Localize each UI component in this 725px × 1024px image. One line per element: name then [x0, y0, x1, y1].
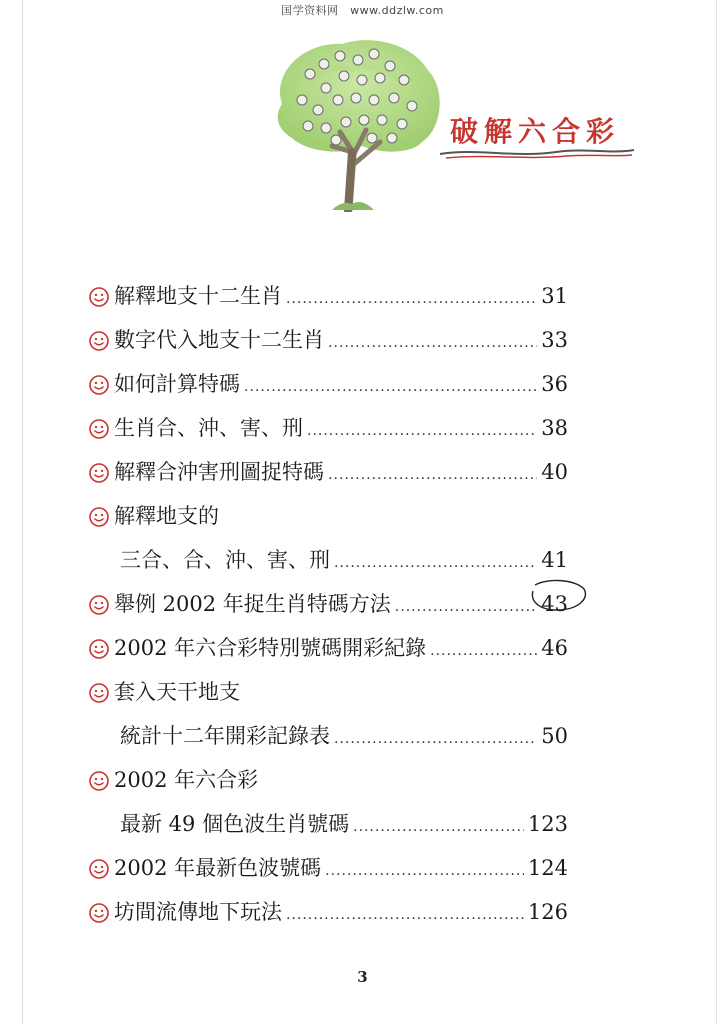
toc-page-number: 126	[527, 900, 568, 924]
scan-left-edge	[22, 0, 23, 1024]
toc-entry-label: 2002 年六合彩	[114, 768, 259, 792]
smiley-icon	[88, 330, 110, 352]
toc-entry[interactable]	[88, 758, 568, 802]
toc-page-number: 31	[541, 284, 568, 308]
toc-entry[interactable]	[88, 846, 568, 890]
toc-entry[interactable]	[88, 670, 568, 714]
dot-leader	[286, 893, 524, 937]
toc-entry-label-continued: 三合、合、沖、害、刑	[120, 548, 330, 572]
dot-leader	[328, 453, 537, 497]
toc-entry-continuation[interactable]	[88, 714, 568, 758]
page-title: 破解六合彩	[450, 115, 621, 148]
toc-entry[interactable]	[88, 318, 568, 362]
toc-page-number: 124	[527, 856, 568, 880]
toc-page-number: 40	[541, 460, 568, 484]
toc-entry-continuation[interactable]	[88, 802, 568, 846]
toc-entry-label: 數字代入地支十二生肖	[114, 328, 324, 352]
toc-page-number: 36	[541, 372, 568, 396]
toc-entry-label-continued: 最新 49 個色波生肖號碼	[120, 812, 350, 836]
dot-leader	[334, 717, 537, 761]
toc-entry-label: 坊間流傳地下玩法	[114, 900, 282, 924]
toc-entry[interactable]	[88, 890, 568, 934]
toc-entry-label: 2002 年最新色波號碼	[114, 856, 322, 880]
dot-leader	[430, 629, 537, 673]
tree-illustration	[262, 34, 452, 212]
smiley-icon	[88, 506, 110, 528]
dot-leader	[286, 277, 537, 321]
smiley-icon	[88, 682, 110, 704]
watermark-text: 国学资料网 www.ddzlw.com	[281, 4, 444, 17]
hand-drawn-circle	[527, 577, 589, 613]
dot-leader	[307, 409, 537, 453]
toc-entry-label: 套入天干地支	[114, 680, 240, 704]
toc-entry[interactable]	[88, 626, 568, 670]
toc-entry[interactable]	[88, 494, 568, 538]
dot-leader	[328, 321, 537, 365]
dot-leader	[334, 541, 537, 585]
toc-page-number	[541, 582, 568, 626]
toc-page-number: 33	[541, 328, 568, 352]
smiley-icon	[88, 286, 110, 308]
dot-leader	[353, 805, 524, 849]
toc-entry[interactable]	[88, 582, 568, 626]
smiley-icon	[88, 638, 110, 660]
scan-right-edge	[716, 0, 717, 1024]
smiley-icon	[88, 594, 110, 616]
toc-page-number: 50	[541, 724, 568, 748]
toc-page-number: 41	[541, 548, 568, 572]
toc-entry-label: 生肖合、沖、害、刑	[114, 416, 303, 440]
toc-entry[interactable]	[88, 274, 568, 318]
page-number: 3	[357, 968, 368, 986]
toc-page-number: 38	[541, 416, 568, 440]
dot-leader	[325, 849, 524, 893]
toc-entry-label: 如何計算特碼	[114, 372, 240, 396]
smiley-icon	[88, 858, 110, 880]
toc-entry-label: 2002 年六合彩特別號碼開彩紀錄	[114, 636, 427, 660]
title-underline-swash	[436, 144, 636, 164]
toc-entry[interactable]	[88, 406, 568, 450]
toc-entry-label: 解釋地支的	[114, 504, 219, 528]
toc-page-number: 46	[541, 636, 568, 660]
dot-leader	[395, 585, 537, 629]
toc-entry-label: 解釋地支十二生肖	[114, 284, 282, 308]
dot-leader	[244, 365, 537, 409]
toc-entry-label: 舉例 2002 年捉生肖特碼方法	[114, 592, 391, 616]
smiley-icon	[88, 462, 110, 484]
toc-entry-label: 解釋合沖害刑圖捉特碼	[114, 460, 324, 484]
toc-entry[interactable]	[88, 450, 568, 494]
smiley-icon	[88, 770, 110, 792]
toc-entry-continuation[interactable]	[88, 538, 568, 582]
toc-entry[interactable]	[88, 362, 568, 406]
toc-page-number: 123	[527, 812, 568, 836]
table-of-contents	[88, 274, 568, 934]
smiley-icon	[88, 902, 110, 924]
toc-entry-label-continued: 統計十二年開彩記錄表	[120, 724, 330, 748]
smiley-icon	[88, 374, 110, 396]
circled-page-number: 43	[541, 592, 568, 616]
smiley-icon	[88, 418, 110, 440]
